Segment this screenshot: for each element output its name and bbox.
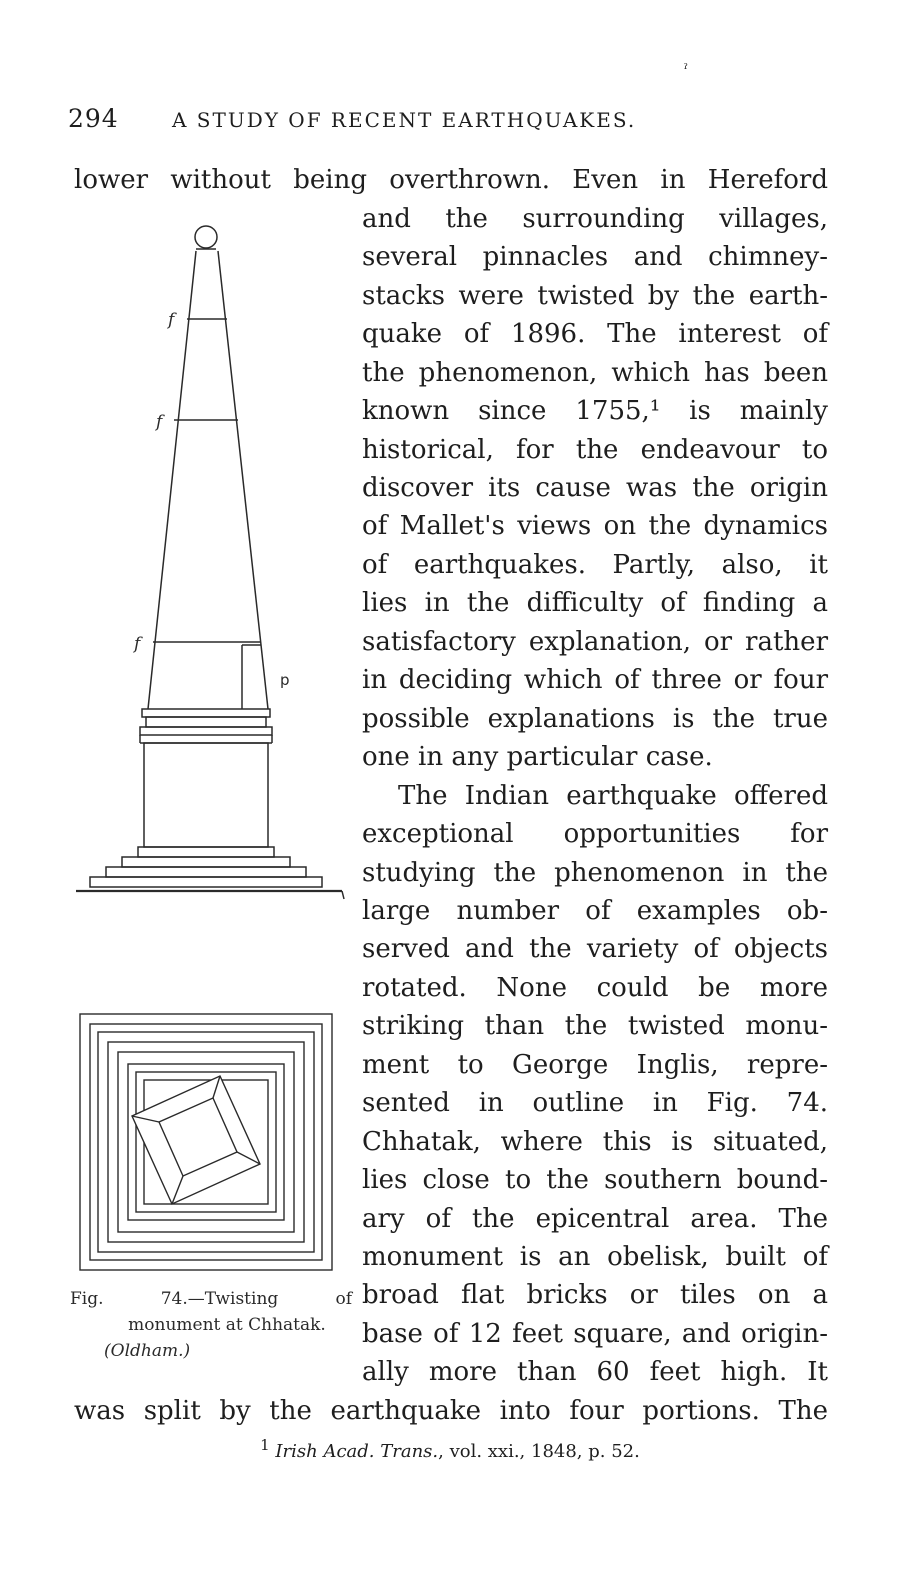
text-line: of Mallet's views on the dynamics <box>362 511 828 541</box>
text-line: lies close to the southern bound- <box>362 1165 828 1195</box>
text-line: known since 1755,¹ is mainly <box>362 396 828 426</box>
text-line: in deciding which of three or four <box>362 665 828 695</box>
text-line: ally more than 60 feet high. It <box>362 1357 828 1387</box>
text-line: broad flat bricks or tiles on a <box>362 1280 828 1310</box>
footnote <box>0 1436 900 1462</box>
margin-mark: ˀ <box>684 62 688 78</box>
fracture-label: f <box>134 634 141 654</box>
text-line: exceptional opportunities for <box>362 819 828 849</box>
text-line: quake of 1896. The interest of <box>362 319 828 349</box>
text-line: discover its cause was the origin <box>362 473 828 503</box>
text-line: sented in outline in Fig. 74. <box>362 1088 828 1118</box>
text-line: was split by the earthquake into four portions. The <box>74 1396 828 1426</box>
obelisk-elevation-figure <box>60 215 360 915</box>
obelisk-pedestal <box>144 743 268 847</box>
text-line: rotated. None could be more <box>362 973 828 1003</box>
obelisk-plan-figure <box>78 1012 334 1274</box>
text-line: base of 12 feet square, and origin- <box>362 1319 828 1349</box>
obelisk-step <box>106 867 306 877</box>
text-line: lower without being overthrown. Even in Hereford <box>74 165 828 195</box>
text-line: The Indian earthquake offered <box>398 781 828 811</box>
text-line: monument is an obelisk, built of <box>362 1242 828 1272</box>
obelisk-finial <box>195 226 217 248</box>
text-line: of earthquakes. Partly, also, it <box>362 550 828 580</box>
figure-caption: monument at Chhatak. <box>128 1315 326 1335</box>
footnote-details: , vol. xxi., 1848, p. 52. <box>438 1441 640 1462</box>
text-line: large number of examples ob- <box>362 896 828 926</box>
text-line: historical, for the endeavour to <box>362 435 828 465</box>
text-line: stacks were twisted by the earth- <box>362 281 828 311</box>
text-line: Chhatak, where this is situated, <box>362 1127 828 1157</box>
fracture-label: f <box>168 310 175 330</box>
page-number: 294 <box>68 104 119 133</box>
text-line: served and the variety of objects <box>362 934 828 964</box>
text-line: and the surrounding villages, <box>362 204 828 234</box>
text-line: satisfactory explanation, or rather <box>362 627 828 657</box>
text-line: one in any particular case. <box>362 742 713 772</box>
obelisk-step <box>122 857 290 867</box>
text-line: possible explanations is the true <box>362 704 828 734</box>
text-line: lies in the difficulty of finding a <box>362 588 828 618</box>
text-line: striking than the twisted monu- <box>362 1011 828 1041</box>
text-line: ment to George Inglis, repre- <box>362 1050 828 1080</box>
text-line: studying the phenomenon in the <box>362 858 828 888</box>
figure-credit: (Oldham.) <box>104 1341 191 1361</box>
obelisk-step <box>90 877 322 887</box>
footnote-marker: 1 <box>260 1436 270 1454</box>
running-head: A STUDY OF RECENT EARTHQUAKES. <box>172 108 637 132</box>
fracture-label: f <box>156 412 163 432</box>
text-line: the phenomenon, which has been <box>362 358 828 388</box>
text-line: ary of the epicentral area. The <box>362 1204 828 1234</box>
text-line: several pinnacles and chimney- <box>362 242 828 272</box>
page-header <box>68 104 828 138</box>
footnote-source: Irish Acad. Trans. <box>275 1441 439 1462</box>
rotated-section-outer <box>132 1076 260 1204</box>
pedestal-label: p <box>280 671 290 689</box>
figure-caption: Fig. 74.—Twisting of <box>70 1289 352 1309</box>
obelisk-step <box>138 847 274 857</box>
